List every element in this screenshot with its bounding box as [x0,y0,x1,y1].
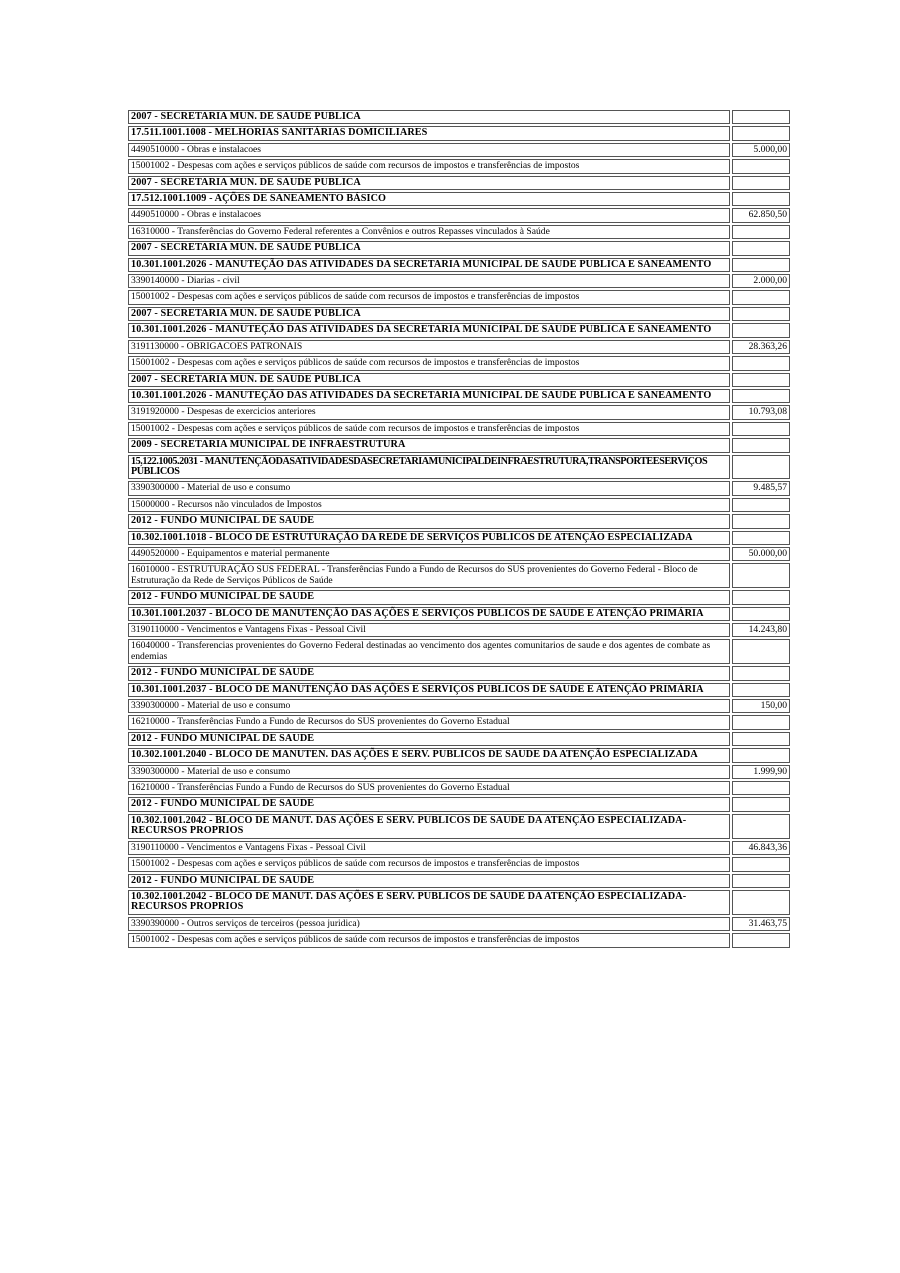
line-description: 15001002 - Despesas com ações e serviços públicos de saúde com recursos de impostos e transferências de impostos [128,290,730,304]
line-description: 3390300000 - Material de uso e consumo [128,699,730,713]
line-description: 15001002 - Despesas com ações e serviços públicos de saúde com recursos de impostos e transferências de impostos [128,422,730,436]
amount-cell [732,933,790,947]
budget-line-row [128,340,790,354]
amount-cell [732,307,790,321]
section-heading-row [128,890,790,915]
amount-cell [732,563,790,588]
section-heading-row [128,192,790,206]
amount-cell: 14.243,80 [732,623,790,637]
line-description: 4490510000 - Obras e instalacoes [128,208,730,222]
amount-cell [732,781,790,795]
amount-cell: 50.000,00 [732,547,790,561]
line-description: 4490520000 - Equipamentos e material permanente [128,547,730,561]
line-description: 3191920000 - Despesas de exercicios anteriores [128,405,730,419]
amount-cell: 2.000,00 [732,274,790,288]
amount-cell [732,715,790,729]
budget-line-row [128,699,790,713]
budget-line-row [128,563,790,588]
amount-cell [732,890,790,915]
amount-cell [732,258,790,272]
section-heading-text: 10.302.1001.2042 - BLOCO DE MANUT. DAS AÇÕES E SERV. PUBLICOS DE SAUDE DA ATENÇÃO ESPECIALIZADA- RECURSOS PROPRIOS [128,814,730,839]
amount-cell [732,874,790,888]
amount-cell: 10.793,08 [732,405,790,419]
line-description: 16210000 - Transferências Fundo a Fundo de Recursos do SUS provenientes do Governo Estadual [128,781,730,795]
amount-cell [732,290,790,304]
amount-cell: 31.463,75 [732,917,790,931]
section-heading-row [128,258,790,272]
section-heading-text: 10.301.1001.2037 - BLOCO DE MANUTENÇÃO DAS AÇÕES E SERVIÇOS PUBLICOS DE SAUDE E ATENÇÃO PRIMÁRIA [128,607,730,621]
line-description: 3390390000 - Outros serviços de terceiros (pessoa juridica) [128,917,730,931]
amount-cell [732,192,790,206]
budget-line-row [128,422,790,436]
budget-line-row [128,781,790,795]
amount-cell [732,666,790,680]
section-heading-text: 15.122.1005.2031 - MANUTENÇÃODASATIVIDADESDASECRETARIAMUNICIPALDEINFRAESTRUTURA,TRANSPORTEESERVIÇOS PÚBLICOS [128,455,730,480]
section-heading-text: 17.512.1001.1009 - AÇÕES DE SANEAMENTO BÁSICO [128,192,730,206]
budget-line-row [128,841,790,855]
amount-cell [732,514,790,528]
section-heading-row [128,176,790,190]
section-heading-text: 10.302.1001.2040 - BLOCO DE MANUTEN. DAS AÇÕES E SERV. PUBLICOS DE SAUDE DA ATENÇÃO ESPECIALIZADA [128,748,730,762]
line-description: 16010000 - ESTRUTURAÇÃO SUS FEDERAL - Transferências Fundo a Fundo de Recursos do SUS provenientes do Governo Federal - Bloco de Estruturação da Rede de Serviços Públicos de Saúde [128,563,730,588]
budget-line-row [128,405,790,419]
line-description: 16310000 - Transferências do Governo Federal referentes a Convênios e outros Repasses vinculados à Saúde [128,225,730,239]
budget-allocation-table [126,108,792,950]
section-heading-row [128,666,790,680]
budget-line-row [128,274,790,288]
section-heading-text: 10.302.1001.2042 - BLOCO DE MANUT. DAS AÇÕES E SERV. PUBLICOS DE SAUDE DA ATENÇÃO ESPECIALIZADA- RECURSOS PROPRIOS [128,890,730,915]
section-heading-text: 2012 - FUNDO MUNICIPAL DE SAUDE [128,666,730,680]
budget-line-row [128,715,790,729]
amount-cell [732,732,790,746]
line-description: 15001002 - Despesas com ações e serviços públicos de saúde com recursos de impostos e transferências de impostos [128,159,730,173]
amount-cell: 28.363,26 [732,340,790,354]
amount-cell [732,241,790,255]
section-heading-row [128,307,790,321]
amount-cell [732,498,790,512]
amount-cell [732,422,790,436]
budget-line-row [128,547,790,561]
line-description: 3390140000 - Diarias - civil [128,274,730,288]
amount-cell [732,590,790,604]
line-description: 3390300000 - Material de uso e consumo [128,481,730,495]
section-heading-row [128,323,790,337]
section-heading-row [128,748,790,762]
amount-cell [732,176,790,190]
section-heading-text: 10.301.1001.2037 - BLOCO DE MANUTENÇÃO DAS AÇÕES E SERVIÇOS PUBLICOS DE SAUDE E ATENÇÃO PRIMÁRIA [128,683,730,697]
section-heading-text: 2012 - FUNDO MUNICIPAL DE SAUDE [128,514,730,528]
section-heading-text: 2012 - FUNDO MUNICIPAL DE SAUDE [128,590,730,604]
section-heading-row [128,241,790,255]
section-heading-text: 10.301.1001.2026 - MANUTEÇÃO DAS ATIVIDADES DA SECRETARIA MUNICIPAL DE SAUDE PUBLICA E SANEAMENTO [128,323,730,337]
section-heading-text: 10.302.1001.1018 - BLOCO DE ESTRUTURAÇÃO DA REDE DE SERVIÇOS PUBLICOS DE ATENÇÃO ESPECIALIZADA [128,531,730,545]
line-description: 15001002 - Despesas com ações e serviços públicos de saúde com recursos de impostos e transferências de impostos [128,857,730,871]
amount-cell [732,797,790,811]
amount-cell [732,438,790,452]
section-heading-text: 2009 - SECRETARIA MUNICIPAL DE INFRAESTRUTURA [128,438,730,452]
line-description: 15001002 - Despesas com ações e serviços públicos de saúde com recursos de impostos e transferências de impostos [128,356,730,370]
line-description: 16210000 - Transferências Fundo a Fundo de Recursos do SUS provenientes do Governo Estadual [128,715,730,729]
section-heading-row [128,874,790,888]
section-heading-row [128,590,790,604]
budget-line-row [128,765,790,779]
section-heading-text: 10.301.1001.2026 - MANUTEÇÃO DAS ATIVIDADES DA SECRETARIA MUNICIPAL DE SAUDE PUBLICA E SANEAMENTO [128,389,730,403]
line-description: 3191130000 - OBRIGACOES PATRONAIS [128,340,730,354]
line-description: 3190110000 - Vencimentos e Vantagens Fixas - Pessoal Civil [128,623,730,637]
budget-line-row [128,933,790,947]
section-heading-row [128,607,790,621]
section-heading-text: 2012 - FUNDO MUNICIPAL DE SAUDE [128,874,730,888]
budget-line-row [128,623,790,637]
section-heading-text: 2007 - SECRETARIA MUN. DE SAUDE PUBLICA [128,176,730,190]
amount-cell: 9.485,57 [732,481,790,495]
line-description: 15000000 - Recursos não vinculados de Impostos [128,498,730,512]
section-heading-row [128,373,790,387]
amount-cell [732,748,790,762]
budget-line-row [128,857,790,871]
amount-cell [732,110,790,124]
amount-cell [732,639,790,664]
section-heading-row [128,455,790,480]
line-description: 15001002 - Despesas com ações e serviços públicos de saúde com recursos de impostos e transferências de impostos [128,933,730,947]
budget-line-row [128,143,790,157]
amount-cell [732,373,790,387]
budget-line-row [128,290,790,304]
section-heading-row [128,126,790,140]
budget-line-row [128,208,790,222]
section-heading-text: 2007 - SECRETARIA MUN. DE SAUDE PUBLICA [128,373,730,387]
section-heading-row [128,683,790,697]
section-heading-text: 17.511.1001.1008 - MELHORIAS SANITÁRIAS DOMICILIARES [128,126,730,140]
line-description: 3390300000 - Material de uso e consumo [128,765,730,779]
budget-line-row [128,356,790,370]
section-heading-row [128,438,790,452]
amount-cell: 1.999,90 [732,765,790,779]
amount-cell [732,607,790,621]
amount-cell: 150,00 [732,699,790,713]
budget-line-row [128,481,790,495]
amount-cell: 46.843,36 [732,841,790,855]
amount-cell: 5.000,00 [732,143,790,157]
section-heading-row [128,797,790,811]
amount-cell [732,356,790,370]
amount-cell [732,225,790,239]
section-heading-row [128,732,790,746]
amount-cell [732,531,790,545]
section-heading-text: 2007 - SECRETARIA MUN. DE SAUDE PUBLICA [128,241,730,255]
section-heading-text: 2012 - FUNDO MUNICIPAL DE SAUDE [128,732,730,746]
budget-line-row [128,917,790,931]
budget-line-row [128,225,790,239]
budget-line-row [128,498,790,512]
section-heading-row [128,531,790,545]
amount-cell [732,323,790,337]
amount-cell [732,455,790,480]
section-heading-row [128,814,790,839]
budget-table-body [128,110,790,948]
amount-cell: 62.850,50 [732,208,790,222]
line-description: 3190110000 - Vencimentos e Vantagens Fixas - Pessoal Civil [128,841,730,855]
section-heading-text: 2012 - FUNDO MUNICIPAL DE SAUDE [128,797,730,811]
section-heading-row [128,110,790,124]
amount-cell [732,389,790,403]
line-description: 4490510000 - Obras e instalacoes [128,143,730,157]
section-heading-row [128,389,790,403]
section-heading-text: 10.301.1001.2026 - MANUTEÇÃO DAS ATIVIDADES DA SECRETARIA MUNICIPAL DE SAUDE PUBLICA E SANEAMENTO [128,258,730,272]
line-description: 16040000 - Transferencias provenientes do Governo Federal destinadas ao vencimento dos agentes comunitarios de saude e dos agentes de combate as endemias [128,639,730,664]
amount-cell [732,857,790,871]
amount-cell [732,683,790,697]
amount-cell [732,126,790,140]
budget-line-row [128,639,790,664]
section-heading-text: 2007 - SECRETARIA MUN. DE SAUDE PUBLICA [128,110,730,124]
section-heading-text: 2007 - SECRETARIA MUN. DE SAUDE PUBLICA [128,307,730,321]
budget-line-row [128,159,790,173]
amount-cell [732,159,790,173]
amount-cell [732,814,790,839]
section-heading-row [128,514,790,528]
